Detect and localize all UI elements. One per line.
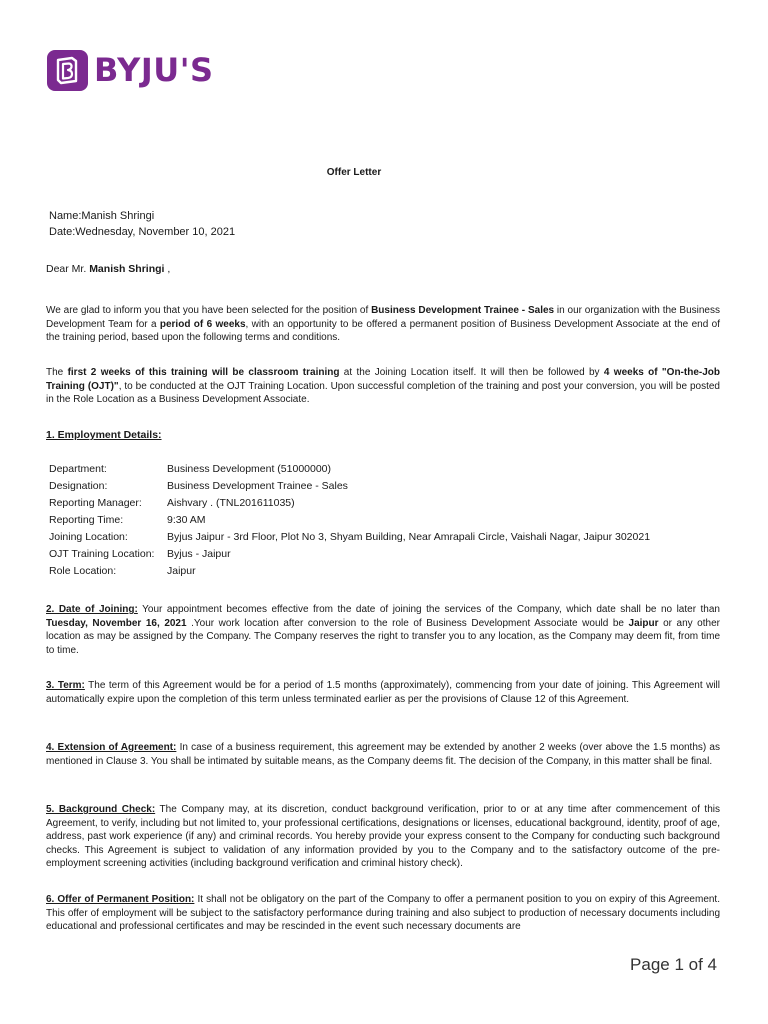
clause-extension (46, 741, 720, 768)
details-row (49, 531, 650, 548)
recipient-name-line: Name:Manish Shringi (49, 210, 155, 222)
clause-heading: 5. Background Check: (46, 804, 156, 815)
details-label: Department: (49, 463, 107, 475)
details-value: Business Development (51000000) (167, 463, 332, 475)
details-row (49, 480, 650, 497)
byjus-logo-mark-icon (47, 50, 88, 91)
intro-text: , to be conducted at the OJT Training Location. Upon successful completion of the training and post your conversion, you will be posted in the Role Location as a Business Development Associate. (46, 380, 720, 405)
intro-text: , with an opportunity to be offered a permanent position of Business Development Associate at the end of the training period, based upon the following terms and conditions. (46, 318, 720, 343)
clause-text: .Your work location after conversion to the role of Business Development Associate would be (186, 617, 629, 629)
intro-text: in our organization with the Business Development Team for a (46, 305, 720, 330)
employment-details-heading: 1. Employment Details: (46, 429, 162, 441)
clause-text: The Company may, at its discretion, conduct background verification, prior to or at any time after commencement of this Agreement, to verify, including but not limited to, your professional certifications, designations or licenses, educational background, identity, proof of age, address, past work experience (if any) and criminal records. You hereby provide your express consent to the Company for conducting such background checks. This Agreement is subject to validation of any information provided by you to the Company and to the satisfactory outcome of the pre- employment screening activities (including background verification and criminal history check). (46, 804, 720, 869)
intro-bold: 4 weeks of "On-the-Job Training (OJT)" (46, 367, 720, 392)
intro-text: We are glad to inform you that you have been selected for the position of (46, 305, 372, 316)
clause-term (46, 679, 720, 706)
details-value: Aishvary . (TNL201611035) (167, 497, 295, 509)
clause-permanent-position (46, 893, 720, 934)
clause-text: It shall not be obligatory on the part of the Company to offer a permanent position to you on expiry of this Agreement. This offer of employment will be subject to the satisfactory performance during training and also subject to production of necessary documents including educational and professional certificates and may be rescinded in the event such necessary documents are (46, 894, 720, 932)
document-title: Offer Letter (326, 167, 382, 178)
details-value: 9:30 AM (167, 514, 206, 526)
clause-text: The term of this Agreement would be for a period of 1.5 months (approximately), commencing from your date of joining. This Agreement will automatically expire upon the completion of this term unless terminated earlier as per the provisions of Clause 12 of this Agreement. (46, 680, 720, 705)
salutation (46, 263, 170, 275)
details-value: Byjus Jaipur - 3rd Floor, Plot No 3, Shyam Building, Near Amrapali Circle, Vaishali Nagar, Jaipur 302021 (167, 531, 651, 543)
byjus-logo-text: BYJU'S (94, 51, 214, 89)
letter-date-line: Date:Wednesday, November 10, 2021 (49, 226, 236, 238)
details-label: Designation: (49, 480, 108, 492)
details-label: Reporting Manager: (49, 497, 142, 509)
clause-date-of-joining (46, 603, 720, 657)
details-label: OJT Training Location: (49, 548, 155, 560)
intro-role: Business Development Trainee - Sales (371, 305, 555, 316)
details-label: Role Location: (49, 565, 117, 577)
details-value: Business Development Trainee - Sales (167, 480, 348, 492)
details-value: Byjus - Jaipur (167, 548, 231, 560)
clause-heading: 2. Date of Joining: (46, 604, 138, 615)
details-row (49, 514, 650, 531)
intro-paragraph-1 (46, 304, 720, 345)
intro-text: at the Joining Location itself. It will then be followed by (339, 367, 604, 378)
details-label: Joining Location: (49, 531, 128, 543)
details-row (49, 548, 650, 565)
intro-period: period of 6 weeks (159, 318, 246, 330)
details-row (49, 463, 650, 480)
details-value: Jaipur (167, 565, 196, 577)
clause-text: Your appointment becomes effective from the date of joining the services of the Company, which date shall be no later than (137, 604, 720, 615)
salutation-name: Manish Shringi (89, 263, 165, 275)
joining-date: Tuesday, November 16, 2021 (46, 617, 187, 629)
work-location: Jaipur (628, 617, 659, 629)
details-row (49, 565, 650, 582)
byjus-logo (47, 50, 214, 91)
intro-paragraph-2 (46, 366, 720, 407)
salutation-prefix: Dear Mr. (46, 263, 87, 275)
details-row (49, 497, 650, 514)
clause-text: or any other location as may be assigned by the Company. The Company reserves the right to transfer you to any location, as the Company may deem fit, from time to time. (46, 617, 720, 656)
clause-text: In case of a business requirement, this agreement may be extended by another 2 weeks (over above the 1.5 months) as mentioned in Clause 3. You shall be intimated by suitable means, as the Company deems fit. The decision of the Company, in this matter shall be final. (46, 742, 720, 767)
intro-text: The (46, 367, 68, 378)
clause-heading: 4. Extension of Agreement: (46, 742, 177, 753)
page-indicator: Page 1 of 4 (630, 955, 717, 974)
clause-heading: 6. Offer of Permanent Position: (46, 894, 195, 905)
salutation-suffix: , (164, 263, 171, 275)
intro-bold: first 2 weeks of this training will be classroom training (67, 367, 340, 378)
clause-heading: 3. Term: (46, 680, 85, 691)
details-label: Reporting Time: (49, 514, 124, 526)
employment-details-table (49, 463, 650, 582)
clause-background-check (46, 803, 720, 871)
